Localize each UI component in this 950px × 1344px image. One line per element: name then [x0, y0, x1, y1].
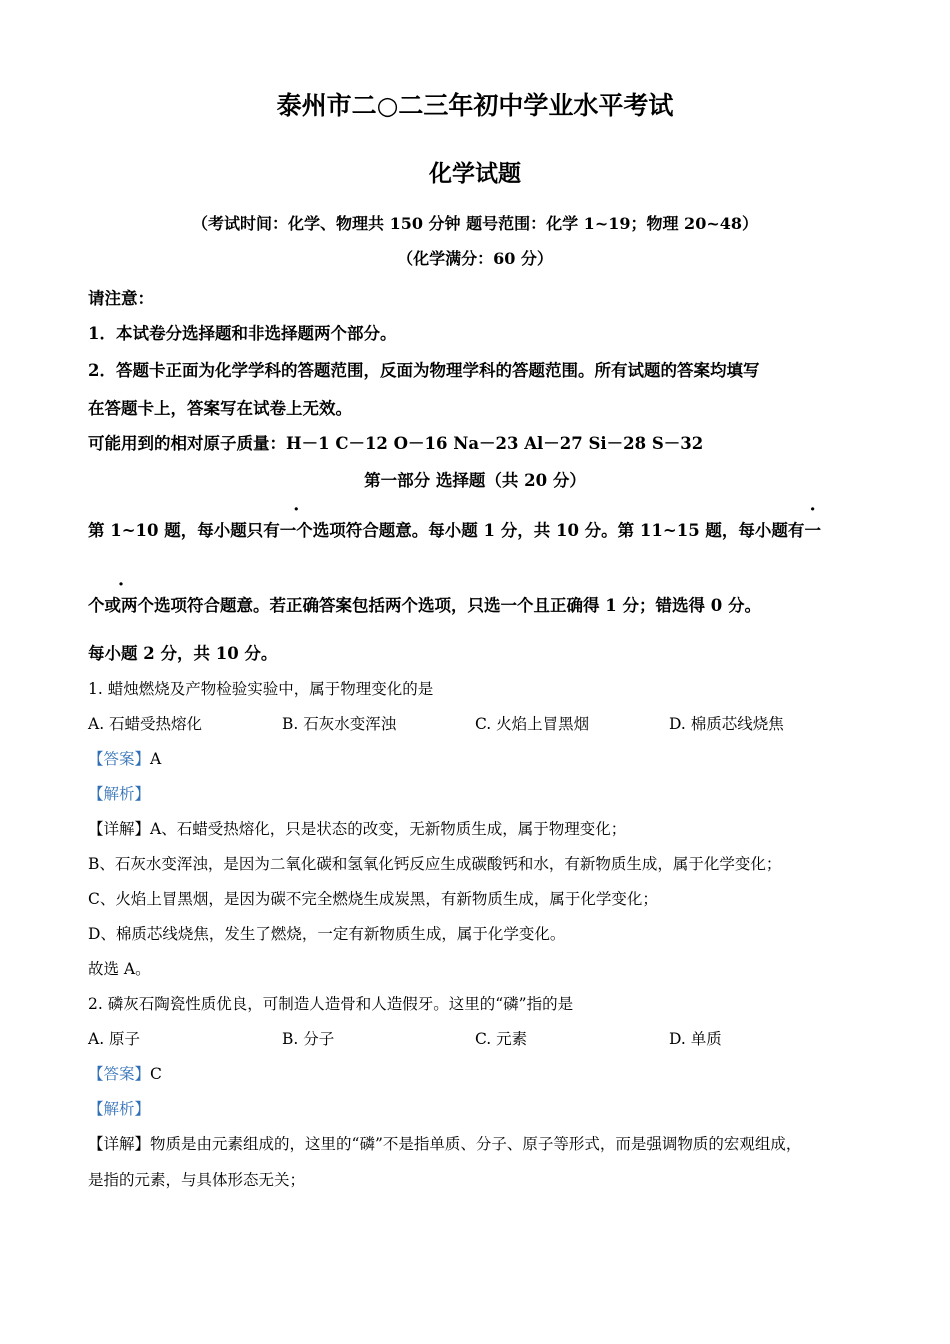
question-1-option-d: D. 棉质芯线烧焦: [669, 715, 784, 733]
exam-title: 泰州市二○二三年初中学业水平考试: [276, 91, 674, 120]
answer-value: A: [150, 750, 162, 768]
question-2-detail-line: 【详解】物质是由元素组成的，这里的“磷”不是指单质、分子、原子等形式，而是强调物质的宏观组成，: [88, 1135, 802, 1153]
question-2-option-a: A. 原子: [88, 1030, 141, 1048]
answer-tag: 【答案】: [88, 750, 151, 768]
question-1-analysis-tag: 【解析】: [88, 785, 151, 803]
detail-tag: 【详解】: [88, 820, 151, 838]
question-2-stem: 2. 磷灰石陶瓷性质优良，可制造人造骨和人造假牙。这里的“磷”指的是: [88, 995, 574, 1013]
notice-item-2: 2．答题卡正面为化学学科的答题范围，反面为物理学科的答题范围。所有试题的答案均填写: [88, 361, 760, 380]
section-intro-line-1: 第 1~10 题，每小题只有一个选项符合题意。每小题 1 分，共 10 分。第 11~15 题，每小题有一: [88, 517, 821, 541]
notice-item-2-cont: 在答题卡上，答案写在试卷上无效。: [88, 399, 352, 418]
section-title: 第一部分 选择题（共 20 分）: [364, 471, 586, 490]
question-1-conclusion: 故选 A。: [88, 960, 151, 978]
answer-value: C: [150, 1065, 162, 1083]
question-1-answer: [88, 747, 161, 769]
question-1-stem: 1. 蜡烛燃烧及产物检验实验中，属于物理变化的是: [88, 680, 434, 698]
question-2-option-c: C. 元素: [475, 1030, 528, 1048]
question-1-option-c: C. 火焰上冒黑烟: [475, 715, 590, 733]
question-2-analysis-tag: 【解析】: [88, 1100, 151, 1118]
section-intro-line-3: 每小题 2 分，共 10 分。: [88, 644, 278, 663]
answer-tag: 【答案】: [88, 1065, 151, 1083]
notice-heading: 请注意：: [88, 289, 154, 308]
question-1-detail-line: 【详解】A、石蜡受热熔化，只是状态的改变，无新物质生成，属于物理变化；: [88, 820, 627, 838]
question-2-option-d: D. 单质: [669, 1030, 722, 1048]
emphasis-mark: 个或两个: [88, 596, 154, 615]
detail-tag: 【详解】: [88, 1135, 151, 1153]
question-2-option-b: B. 分子: [282, 1030, 335, 1048]
emphasis-mark: 一: [804, 521, 821, 540]
question-2-answer: [88, 1062, 162, 1084]
question-2-detail-line: 是指的元素，与具体形态无关；: [88, 1171, 306, 1189]
subject-title: 化学试题: [429, 160, 521, 187]
notice-item-1: 1．本试卷分选择题和非选择题两个部分。: [88, 324, 397, 343]
question-1-option-b: B. 石灰水变浑浊: [282, 715, 397, 733]
section-intro-line-2: 个或两个选项符合题意。若正确答案包括两个选项，只选一个且正确得 1 分；错选得 0 分。: [88, 592, 761, 616]
atomic-masses: 可能用到的相对原子质量：H－1 C－12 O－16 Na－23 Al－27 Si－28 S－32: [88, 434, 704, 453]
question-1-detail-line: B、石灰水变浑浊，是因为二氧化碳和氢氧化钙反应生成碳酸钙和水，有新物质生成，属于化学变化；: [88, 855, 782, 873]
full-score: （化学满分：60 分）: [397, 249, 553, 268]
emphasis-mark: 一个: [279, 521, 313, 540]
question-1-detail-line: D、棉质芯线烧焦，发生了燃烧，一定有新物质生成，属于化学变化。: [88, 925, 566, 943]
question-1-option-a: A. 石蜡受热熔化: [88, 715, 203, 733]
exam-time: （考试时间：化学、物理共 150 分钟 题号范围：化学 1~19；物理 20~48）: [192, 214, 758, 233]
question-1-detail-line: C、火焰上冒黑烟，是因为碳不完全燃烧生成炭黑，有新物质生成，属于化学变化；: [88, 890, 658, 908]
